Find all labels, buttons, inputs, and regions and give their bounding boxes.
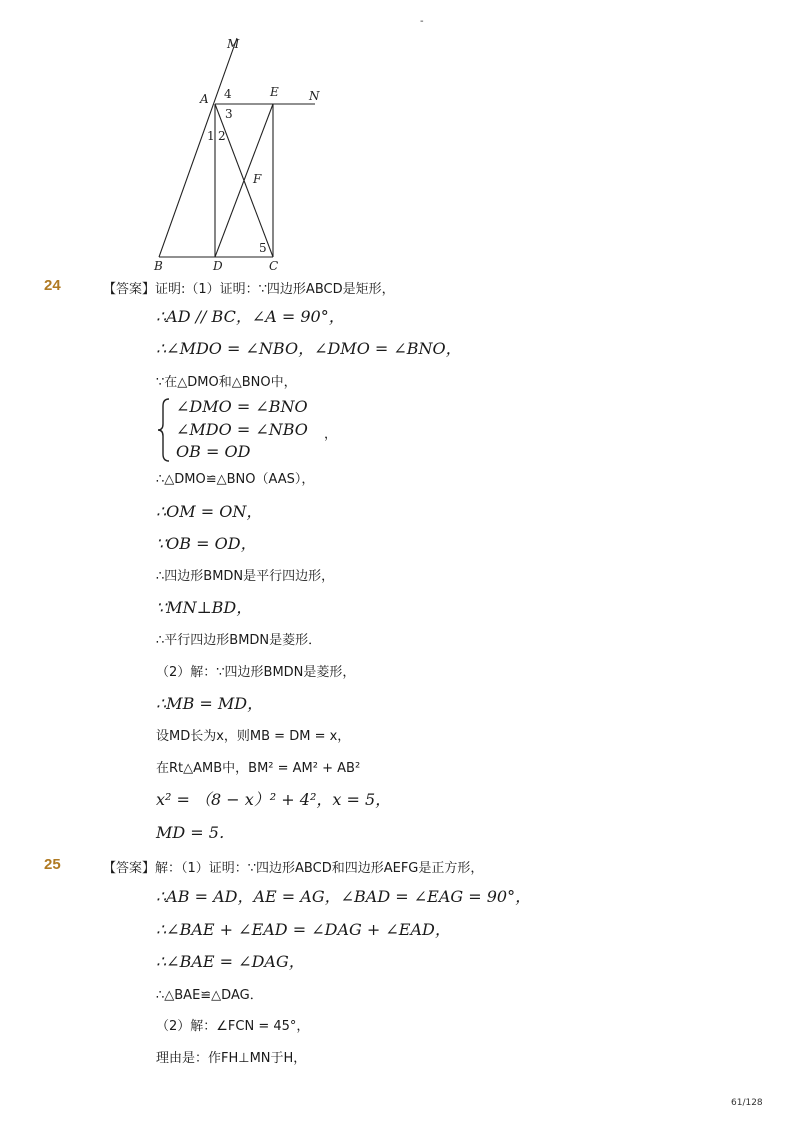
q25-line-2: ∴∠BAE + ∠EAD = ∠DAG + ∠EAD， xyxy=(156,920,451,939)
q24-line-4: ∴△DMO≌△BNO（AAS）， xyxy=(156,472,315,487)
header-mark: - xyxy=(420,16,424,27)
angle-3-label: 3 xyxy=(225,107,233,121)
question-25-number: 25 xyxy=(44,856,61,873)
question-25-answer-header: 【答案】解：（1）证明：∵四边形ABCD和四边形AEFG是正方形， xyxy=(103,861,484,876)
label-F: F xyxy=(253,172,262,186)
q24-line-7: ∴四边形BMDN是平行四边形， xyxy=(156,569,335,584)
q24-line-15: MD = 5． xyxy=(156,823,235,842)
q24-line-13: 在Rt△AMB中，BM² = AM² + AB² xyxy=(156,761,361,776)
segment-BM xyxy=(159,38,237,257)
q25-line-1: ∴AB = AD，AE = AG，∠BAD = ∠EAG = 90°， xyxy=(156,887,532,906)
geometry-diagram xyxy=(145,30,345,275)
label-B: B xyxy=(154,259,163,273)
q24-line-1: ∴AD // BC，∠A = 90°， xyxy=(156,307,345,326)
q25-line-3: ∴∠BAE = ∠DAG， xyxy=(156,952,305,971)
q25-line-5: （2）解：∠FCN = 45°， xyxy=(156,1019,310,1034)
q24-line-3: ∵在△DMO和△BNO中， xyxy=(156,375,297,390)
system-equation-1: ∠DMO = ∠BNO xyxy=(176,397,308,416)
label-N: N xyxy=(309,89,320,103)
equation-system xyxy=(156,396,356,464)
q25-line-4: ∴△BAE≌△DAG． xyxy=(156,988,263,1003)
q24-line-6: ∵OB = OD， xyxy=(156,534,257,553)
angle-2-label: 2 xyxy=(218,129,226,143)
q24-line-12: 设MD长为x，则MB = DM = x， xyxy=(156,729,351,744)
label-M: M xyxy=(227,37,240,51)
angle-1-label: 1 xyxy=(207,129,215,143)
angle-5-label: 5 xyxy=(259,241,267,255)
q24-line-5: ∴OM = ON， xyxy=(156,502,263,521)
q24-line-11: ∴MB = MD， xyxy=(156,694,264,713)
system-comma: ， xyxy=(324,427,338,442)
question-24-answer-header: 【答案】证明:（1）证明：∵四边形ABCD是矩形， xyxy=(103,282,395,297)
geometry-figure xyxy=(145,30,345,275)
system-equation-3: OB = OD xyxy=(176,442,251,461)
label-E: E xyxy=(270,85,279,99)
left-brace-icon xyxy=(156,396,172,464)
angle-4-label: 4 xyxy=(224,87,232,101)
q24-line-2: ∴∠MDO = ∠NBO，∠DMO = ∠BNO， xyxy=(156,339,462,358)
label-D: D xyxy=(213,259,223,273)
label-C: C xyxy=(269,259,279,273)
q24-line-9: ∴平行四边形BMDN是菱形． xyxy=(156,633,322,648)
q24-line-8: ∵MN⊥BD， xyxy=(156,598,253,617)
q24-line-14: x² = （8 − x）² + 4²，x = 5， xyxy=(156,790,392,809)
q24-line-10: （2）解：∵四边形BMDN是菱形， xyxy=(156,665,356,680)
label-A: A xyxy=(200,92,209,106)
q25-line-6: 理由是：作FH⊥MN于H， xyxy=(156,1051,307,1066)
page-number: 61/128 xyxy=(731,1098,763,1108)
system-equation-2: ∠MDO = ∠NBO xyxy=(176,420,308,439)
question-24-number: 24 xyxy=(44,277,61,294)
